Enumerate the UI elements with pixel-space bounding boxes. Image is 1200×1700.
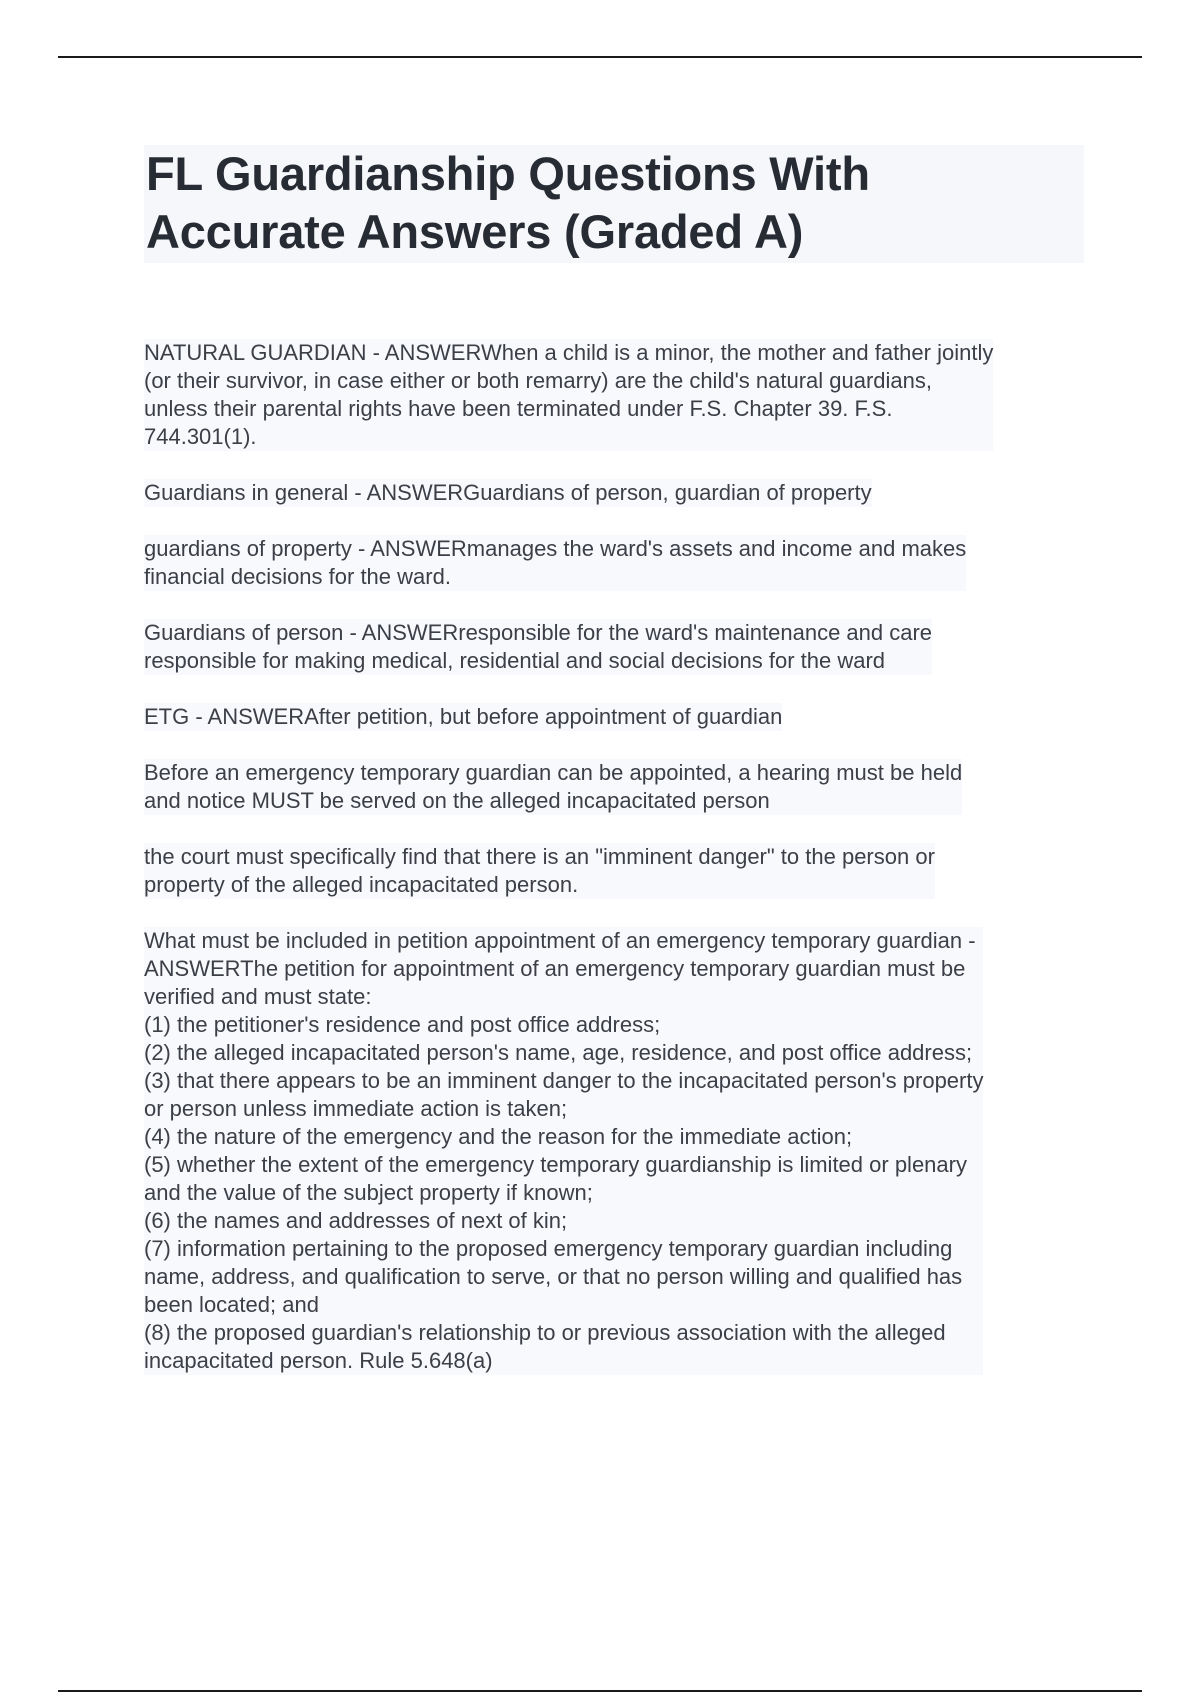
qa-etg: ETG - ANSWERAfter petition, but before appointment of guardian	[144, 704, 783, 729]
qa-guardians-of-person: Guardians of person - ANSWERresponsible for the ward's maintenance and care responsible for making medical, residential and social decisions for the ward	[144, 620, 933, 673]
note-etg-hearing: Before an emergency temporary guardian can be appointed, a hearing must be held and notice MUST be served on the alleged incapacitated person	[144, 760, 963, 813]
bottom-rule	[58, 1690, 1142, 1692]
title-block	[144, 145, 1084, 263]
qa-guardians-in-general: Guardians in general - ANSWERGuardians of person, guardian of property	[144, 480, 872, 505]
title-line-2: Accurate Answers (Graded A)	[146, 205, 804, 258]
title-line-1: FL Guardianship Questions With	[146, 147, 870, 200]
qa-natural-guardian: NATURAL GUARDIAN - ANSWERWhen a child is a minor, the mother and father jointly (or their survivor, in case either or both remarry) are the child's natural guardians, unless their parental rights have been terminated under F.S. Chapter 39. F.S. 744.301(1).	[144, 340, 994, 449]
document-title	[144, 145, 1084, 261]
qa-etg-petition-contents: What must be included in petition appointment of an emergency temporary guardian - ANSWERThe petition for appointment of an emergency temporary guardian must be verified and must state: (1) the petitioner's residence and post office address; (2) the alleged incapacitated person's name, age, residence, and post office address; (3) that there appears to be an imminent danger to the incapacitated person's property or person unless immediate action is taken; (4) the nature of the emergency and the reason for the immediate action; (5) whether the extent of the emergency temporary guardianship is limited or plenary and the value of the subject property if known; (6) the names and addresses of next of kin; (7) information pertaining to the proposed emergency temporary guardian including name, address, and qualification to serve, or that no person willing and qualified has been located; and (8) the proposed guardian's relationship to or previous association with the alleged incapacitated person. Rule 5.648(a)	[144, 928, 984, 1373]
document-body	[144, 339, 1084, 1403]
top-rule	[58, 56, 1142, 58]
qa-guardians-of-property: guardians of property - ANSWERmanages the ward's assets and income and makes financial decisions for the ward.	[144, 536, 967, 589]
note-imminent-danger: the court must specifically find that there is an "imminent danger" to the person or property of the alleged incapacitated person.	[144, 844, 935, 897]
